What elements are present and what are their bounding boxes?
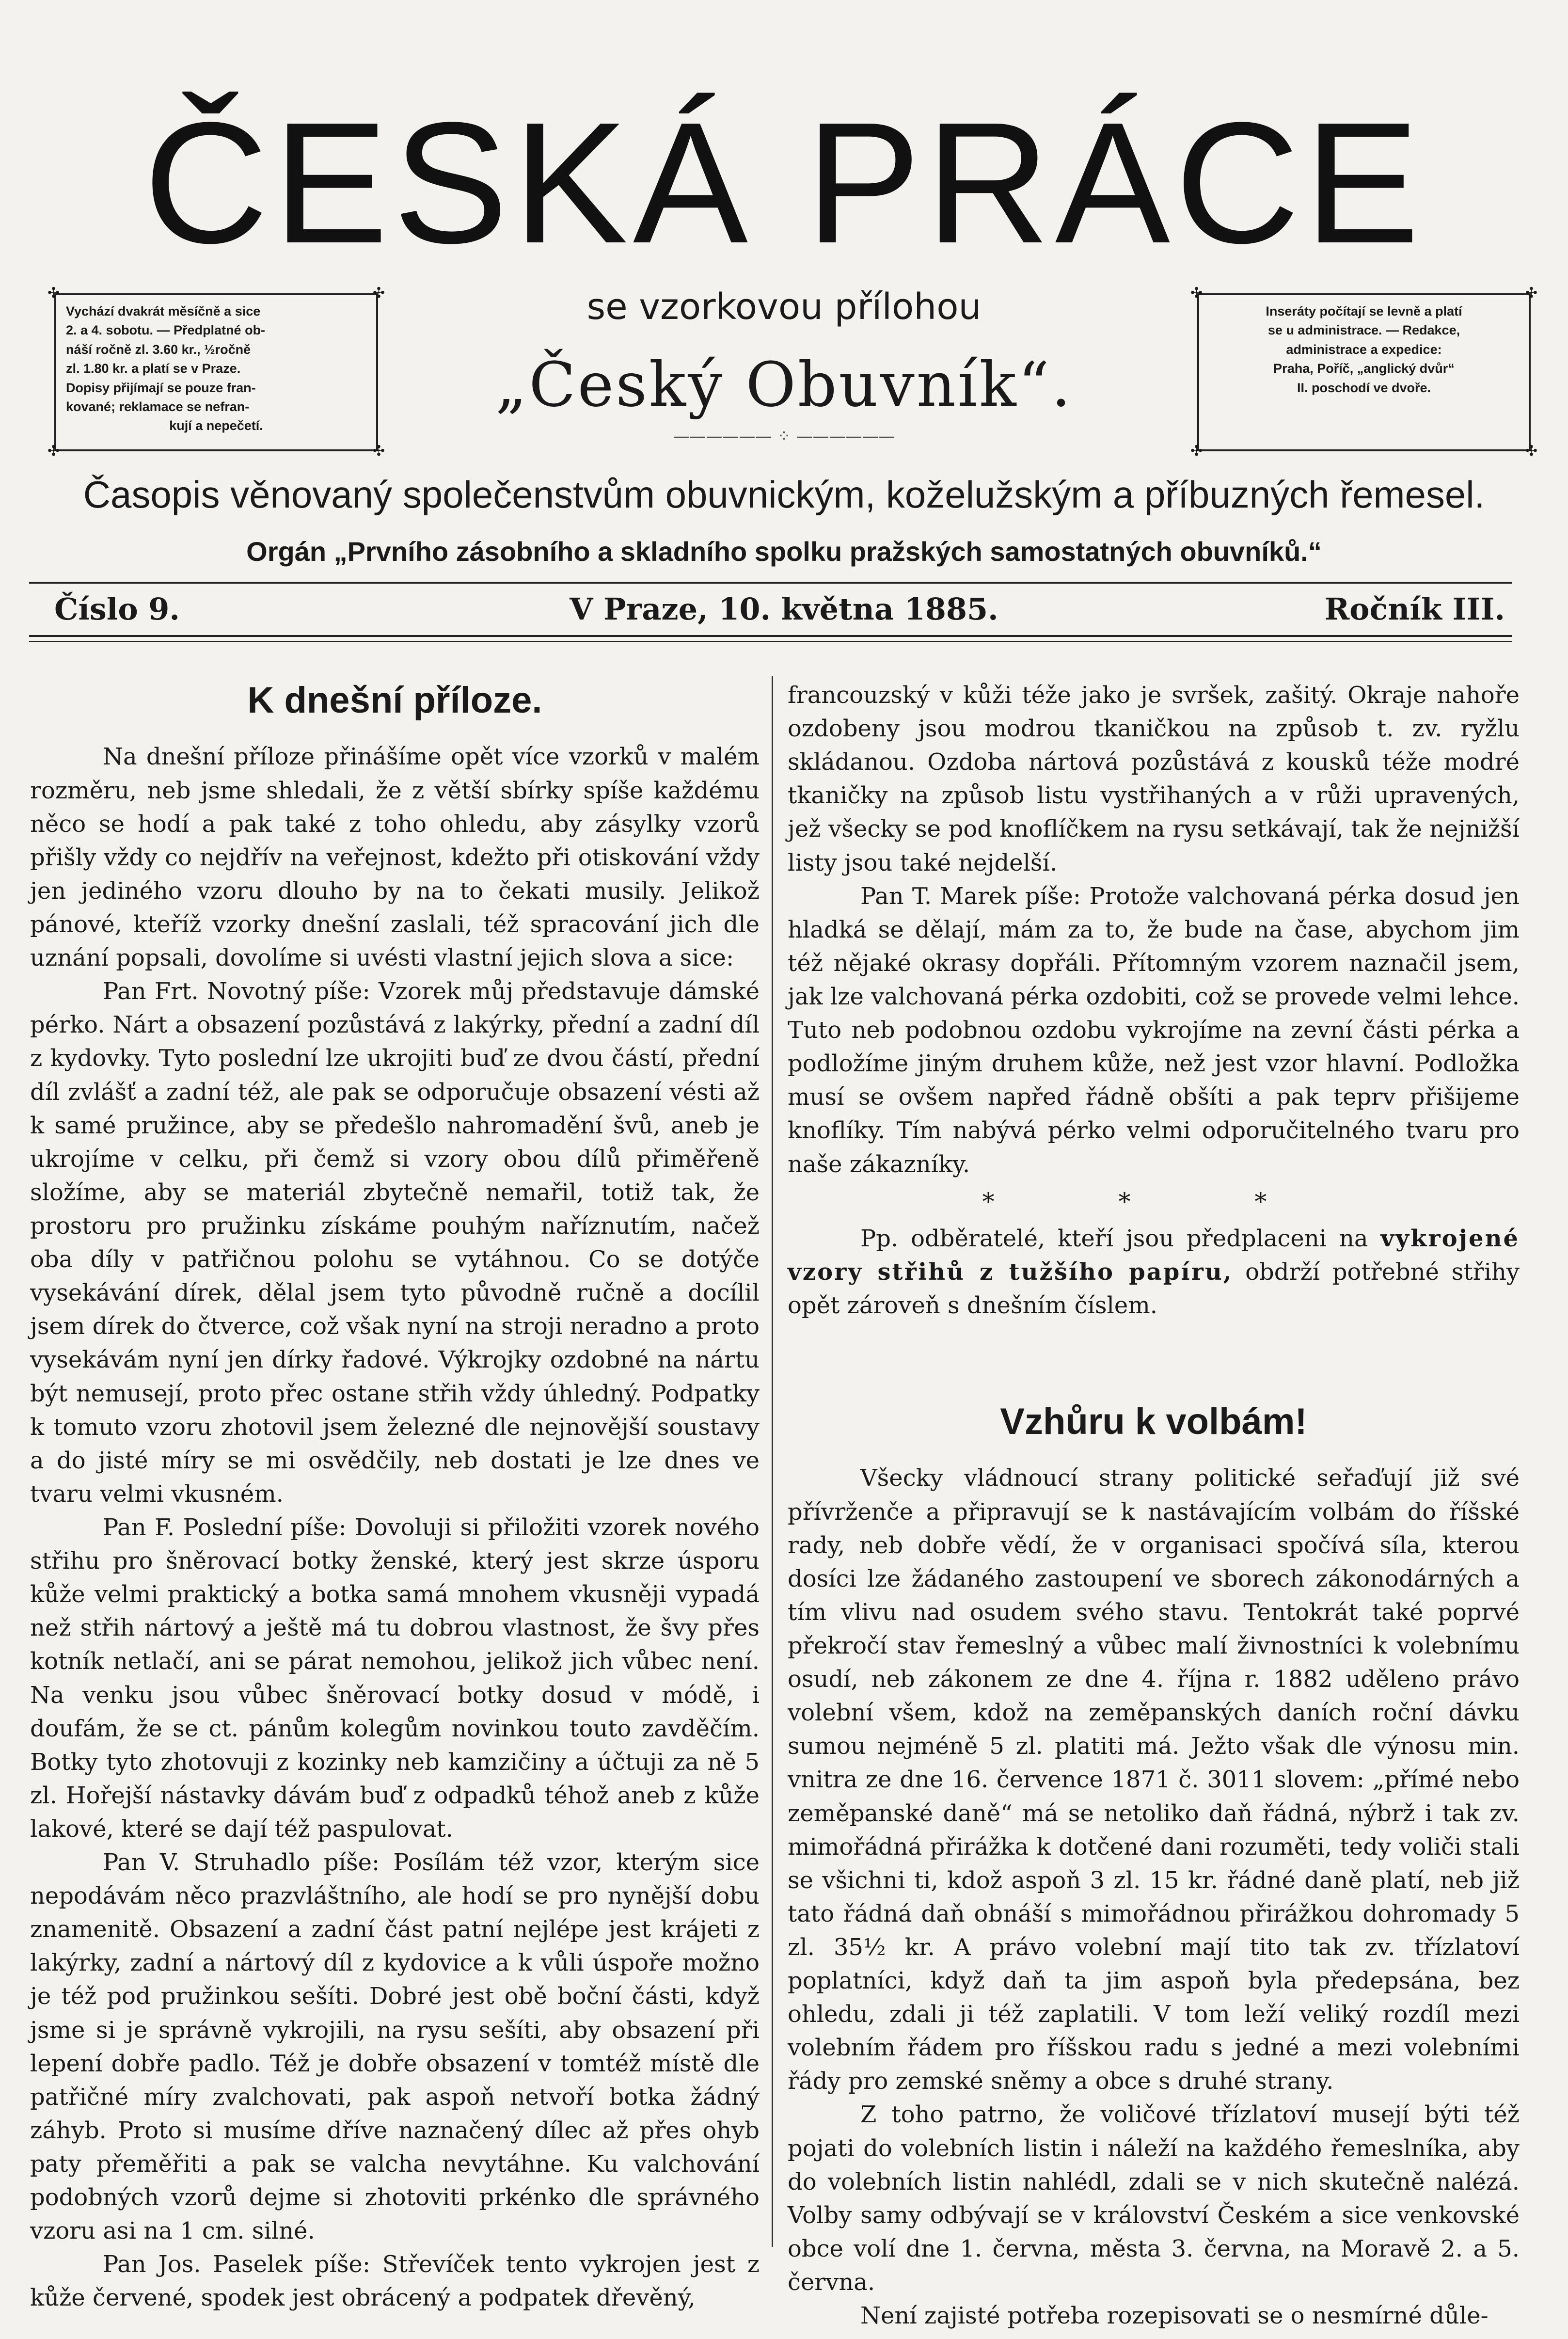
notice-emphasis: vykrojené vzory střihů z tužšího papíru, <box>788 1225 1520 1286</box>
corner-ornament-icon: ✣ <box>1525 443 1537 460</box>
section-stars: * * * <box>982 1187 1325 1216</box>
notice-end: obdrží potřebné střihy opět zároveň s dnešním číslem. <box>788 1258 1520 1319</box>
subscription-line: Vychází dvakrát měsíčně a sice <box>66 304 261 318</box>
right-column <box>788 679 1520 2333</box>
article-paragraph: Pan T. Marek píše: Protože valchovaná pérka dosud jen hladká se dělají, mám za to, že bude na čase, abychom jim též nějaké okrasy dopřáli. Přítomným vzorem naznačil jsem, jak lze valchovaná pérka ozdobiti, což se provede velmi lehce. Tuto neb podobnou ozdobu vykrojíme na zevní části pérka a podložíme jiným druhem kůže, než jest vzor hlavní. Podložka musí se ovšem napřed řádně obšíti a pak teprv přišijeme knoflíky. Tím nabývá pérko velmi odporučitelného tvaru pro naše zákazníky. <box>788 882 1520 1178</box>
article-paragraph: francouzský v kůži téže jako je svršek, zašitý. Okraje nahoře ozdobeny jsou modrou tkaničkou na způsob t. zv. ryžlu skládanou. Ozdoba nártová pozůstává z kousků téže modré tkaničky na způsob listu vystřihaných a v růži upravených, jež všecky se pod knoflíčkem na rysu setkávají, tak že nejnižší listy jsou také nejdelší. <box>788 682 1520 876</box>
issue-number: Číslo 9. <box>54 591 180 627</box>
subscription-line: zl. 1.80 kr. a platí se v Praze. <box>66 361 241 376</box>
subscription-line: kují a nepečetí. <box>169 418 263 433</box>
advertising-line: Inseráty počítají se levně a platí <box>1266 304 1462 318</box>
article-title: Vzhůru k volbám! <box>1000 1400 1307 1442</box>
subscription-line: 2. a 4. sobotu. — Předplatné ob- <box>66 323 266 338</box>
subscriber-notice <box>788 1222 1520 1322</box>
column-separator <box>772 676 773 2247</box>
advertising-line: se u administrace. — Redakce, <box>1267 323 1460 338</box>
corner-ornament-icon: ✣ <box>1190 443 1203 460</box>
organ-line: Orgán „Prvního zásobního a skladního spolku pražských samostatných obuvníků.“ <box>246 536 1322 567</box>
article-title: K dnešní příloze. <box>247 680 542 721</box>
notice-start: Pp. odběratelé, kteří jsou předplaceni na <box>860 1225 1368 1252</box>
advertising-line: Praha, Poříč, „anglický dvůr“ <box>1273 361 1455 376</box>
tagline: Časopis věnovaný společenstvům obuvnickým, koželužským a příbuzných řemesel. <box>83 473 1485 516</box>
advertising-line: administrace a expedice: <box>1286 342 1442 357</box>
article-paragraph: Všecky vládnoucí strany politické seřaďují již své přívrženče a připravují se k nastávajícím volbám do říšské rady, neb dobře vědí, že v organisaci spočívá síla, kterou dosíci lze žádaného zastoupení ve sborech zákonodárných a tím vlivu nad osudem svého stavu. Tentokrát také poprvé překročí stav řemeslný a vůbec malí živnostníci k volebnímu osudí, neb zákonem ze dne 4. října r. 1882 uděleno právo volební všem, kdož na zeměpanských daních roční dávku sumou nejméně 5 zl. platiti má. Ježto však dle výnosu min. vnitra ze dne 16. července 1871 č. 3011 slovem: „přímé nebo zeměpanské daně“ má se netoliko daň řádná, nýbrž i tak zv. mimořádná přirážka k dotčené dani rozuměti, tedy voliči stali se všichni ti, kdož aspoň 3 zl. 15 kr. řádné daně platí, neb již tato řádná daň obnáší s mimořádnou přirážkou dohromady 5 zl. 35½ kr. A právo volební mají tito tak zv. třízlatoví poplatníci, když daň ta jim aspoň byla předepsána, bez ohledu, zdali ji též zaplatili. V tom leží veliký rozdíl mezi volebním řádem pro říšskou radu s jedné a mezi volebními řády pro zemské sněmy a obce s druhé strany. <box>788 1464 1520 2095</box>
article-paragraph: Pan V. Struhadlo píše: Posílám též vzor, kterým sice nepodávám něco prazvláštního, ale hodí se pro nynější dobu znamenitě. Obsazení a zadní část patní nejlépe jest krájeti z lakýrky, zadní a nártový díl z kydovice a k vůli úspoře možno je též pod pružinkou sešíti. Dobré jest obě boční části, když jsme si je správně vykrojili, na rysu sešíti, aby obsazení při lepení dobře padlo. Též je dobře obsazení v tomtéž místě dle patřičné míry zvalchovati, pak aspoň netvoří botka žádný záhyb. Proto si musíme dříve naznačený dílec až přes ohyb paty přeměřiti a pak se valcha nevytáhne. Ku valchování podobných vzorů dejme si zhotoviti prkénko dle správného vzoru asi na 1 cm. silné. <box>30 1849 760 2245</box>
ornament-divider: —————— ⁘ —————— <box>673 427 895 446</box>
header-rule <box>29 641 1512 642</box>
article-paragraph: Pan Frt. Novotný píše: Vzorek můj představuje dámské pérko. Nárt a obsazení pozůstává z lakýrky, přední a zadní díl z kydovky. Tyto poslední lze ukrojiti buď ze dvou částí, přední díl zvlášť a zadní též, ale pak se odporučuje obsazení vésti až k samé pružince, aby se předešlo nahromadění švů, aneb je ukrojíme v celku, při čemž si vzory obou dílů přiměřeně složíme, aby se materiál zbytečně nemařil, totiž tak, že prostoru pro pružinku získáme pouhým naříznutím, načež oba díly v patřičnou polohu se vytáhnou. Co se dotýče vysekávání dírek, dělal jsem tyto původně ručně a docílil jsem dírek do čtverce, což však nyní na stroji neradno a proto vysekávám nyní jen dírky řadové. Výkrojky ozdobné na nártu být nemusejí, proto přec ostane střih vždy úhledný. Podpatky k tomuto vzoru zhotovil jsem železné dle nejnovější soustavy a do jisté míry se mi osvědčily, neb dostati je lze dnes ve tvaru velmi vkusném. <box>30 978 760 1508</box>
corner-ornament-icon: ✣ <box>372 443 385 460</box>
issue-date: V Praze, 10. května 1885. <box>570 591 998 627</box>
header-rule <box>29 582 1512 584</box>
advertising-line: II. poschodí ve dvoře. <box>1297 380 1431 395</box>
corner-ornament-icon: ✣ <box>1525 285 1537 301</box>
subscription-line: náší ročně zl. 3.60 kr., ½ročně <box>66 342 251 357</box>
article-paragraph: Pan Jos. Paselek píše: Střevíček tento vykrojen jest z kůže červené, spodek jest obrácený a podpatek dřevěný, <box>30 2251 760 2312</box>
subscription-line: Dopisy přijímají se pouze fran- <box>66 380 256 395</box>
corner-ornament-icon: ✣ <box>48 285 60 301</box>
subtitle-supplement: „Český Obuvník“. <box>495 349 1073 420</box>
article-paragraph: Z toho patrno, že voličové třízlatoví musejí býti též pojati do volebních listin i náleží na každého řemeslníka, aby do volebních listin nahlédl, zdali se v nich skutečně nalézá. Volby samy odbývají se v království Českém a sice venkovské obce volí dne 1. června, města 3. června, na Moravě 2. a 5. června. <box>788 2101 1520 2296</box>
advertising-box <box>1190 285 1537 460</box>
subscription-line: kované; reklamace se nefran- <box>66 399 250 414</box>
article-paragraph: Pan F. Poslední píše: Dovoluji si přiložiti vzorek nového střihu pro šněrovací botky ženské, který jest skrze úsporu kůže velmi praktický a botka samá mnohem vkusněji vypadá než střih nártový a ještě má tu dobrou vlastnost, že švy přes kotník netlačí, ani se párat nemohou, jelikož jich vůbec není. Na venku jsou vůbec šněrovací botky dosud v módě, i doufám, že se ct. pánům kolegům novinkou touto zavděčím. Botky tyto zhotovuji z kozinky neb kamzičiny a účtuji za ně 5 zl. Hořejší nástavky dávám buď z odpadků téhož aneb z kůže lakové, které se dají též paspulovat. <box>30 1513 760 1843</box>
subtitle-small: se vzorkovou přílohou <box>586 286 982 328</box>
article-paragraph: Na dnešní příloze přinášíme opět více vzorků v malém rozměru, neb jsme shledali, že z větší sbírky spíše každému něco se hodí a pak také z toho ohledu, aby zásylky vzorů přišly vždy co nejdřív na veřejnost, kdežto při otiskování vždy jen jediného vzoru dlouho by na to čekati musily. Jelikož pánové, kteříž vzorky dnešní zaslali, též spracování jich dle uznání popsali, dovolíme si uvésti vlastní jejich slova a sice: <box>30 743 760 972</box>
header-rule <box>29 635 1512 637</box>
left-column <box>30 674 760 2315</box>
masthead-title: ČESKÁ PRÁCE <box>143 87 1425 279</box>
corner-ornament-icon: ✣ <box>1190 285 1203 301</box>
issue-volume: Ročník III. <box>1324 591 1505 627</box>
corner-ornament-icon: ✣ <box>48 443 60 460</box>
article-paragraph: Není zajisté potřeba rozepisovati se o nesmírné důle- <box>860 2302 1489 2330</box>
spacer <box>788 1322 1520 1395</box>
corner-ornament-icon: ✣ <box>372 285 385 301</box>
